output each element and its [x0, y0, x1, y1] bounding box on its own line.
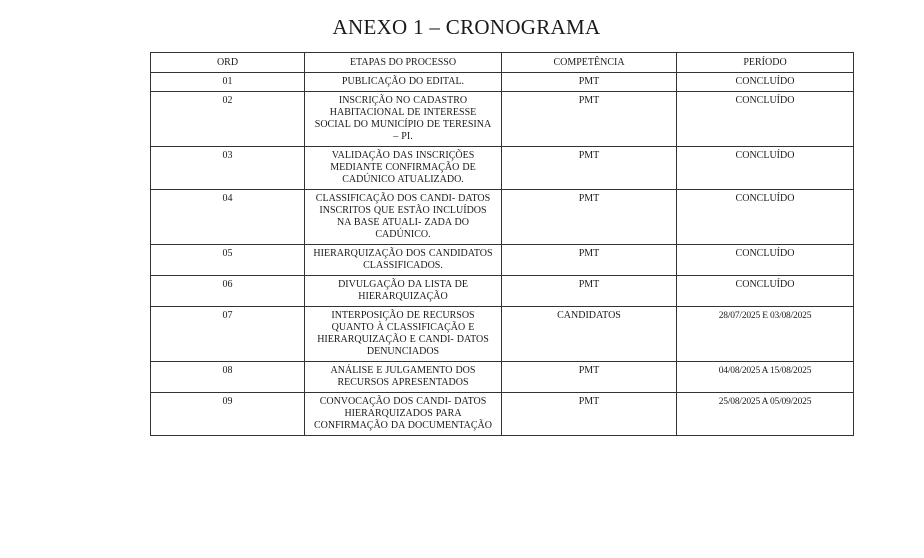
cell-periodo [677, 307, 854, 362]
cell-periodo: CONCLUÍDO [677, 190, 854, 245]
cell-etapa [305, 190, 502, 245]
table-row [151, 393, 854, 436]
cell-competencia: PMT [502, 147, 677, 190]
cell-periodo: CONCLUÍDO [677, 73, 854, 92]
cell-etapa [305, 147, 502, 190]
cell-ord: 02 [151, 92, 305, 147]
cell-competencia: PMT [502, 73, 677, 92]
cell-ord: 01 [151, 73, 305, 92]
table-row [151, 245, 854, 276]
cell-periodo [677, 362, 854, 393]
cell-ord: 04 [151, 190, 305, 245]
cell-etapa [305, 393, 502, 436]
periodo-date: 04/08/2025 A 15/08/2025 [718, 366, 812, 376]
table-row [151, 190, 854, 245]
table-row [151, 92, 854, 147]
cell-ord: 06 [151, 276, 305, 307]
cell-competencia: PMT [502, 393, 677, 436]
periodo-date: 25/08/2025 A 05/09/2025 [718, 397, 812, 407]
table-row [151, 276, 854, 307]
etapa-text: CLASSIFICAÇÃO DOS CANDI- DATOS INSCRITOS QUE ESTÃO INCLUÍDOS NA BASE ATUALI- ZADA DO CADÚNICO. [315, 193, 491, 240]
cell-periodo: CONCLUÍDO [677, 245, 854, 276]
cell-ord: 09 [151, 393, 305, 436]
cell-competencia: CANDIDATOS [502, 307, 677, 362]
periodo-date: 28/07/2025 E 03/08/2025 [718, 311, 812, 321]
cell-etapa [305, 73, 502, 92]
cell-periodo [677, 393, 854, 436]
cell-etapa [305, 245, 502, 276]
cell-competencia: PMT [502, 245, 677, 276]
cell-periodo: CONCLUÍDO [677, 147, 854, 190]
cell-etapa [305, 92, 502, 147]
etapa-text: VALIDAÇÃO DAS INSCRIÇÕES MEDIANTE CONFIRMAÇÃO DE CADÚNICO ATUALIZADO. [330, 150, 476, 185]
cell-ord: 05 [151, 245, 305, 276]
cell-etapa [305, 307, 502, 362]
header-etapas: ETAPAS DO PROCESSO [305, 53, 502, 73]
etapa-text: DIVULGAÇÃO DA LISTA DE HIERARQUIZAÇÃO [338, 279, 468, 302]
etapa-text: HIERARQUIZAÇÃO DOS CANDIDATOS CLASSIFICADOS. [313, 248, 493, 271]
table-row [151, 362, 854, 393]
cronograma-table [150, 52, 854, 436]
cell-competencia: PMT [502, 362, 677, 393]
cell-ord: 08 [151, 362, 305, 393]
etapa-text: INSCRIÇÃO NO CADASTRO HABITACIONAL DE INTERESSE SOCIAL DO MUNICÍPIO DE TERESINA – PI. [314, 95, 492, 142]
table-row [151, 73, 854, 92]
header-ord: ORD [151, 53, 305, 73]
cell-periodo: CONCLUÍDO [677, 276, 854, 307]
cell-competencia: PMT [502, 92, 677, 147]
page-title: ANEXO 1 – CRONOGRAMA [332, 15, 601, 39]
cell-ord: 07 [151, 307, 305, 362]
header-periodo: PERÍODO [677, 53, 854, 73]
etapa-text: PUBLICAÇÃO DO EDITAL. [341, 76, 465, 87]
cell-competencia: PMT [502, 190, 677, 245]
etapa-text: ANÁLISE E JULGAMENTO DOS RECURSOS APRESENTADOS [330, 365, 476, 388]
cell-etapa [305, 362, 502, 393]
table-row [151, 147, 854, 190]
cell-periodo: CONCLUÍDO [677, 92, 854, 147]
cell-ord: 03 [151, 147, 305, 190]
etapa-text: CONVOCAÇÃO DOS CANDI- DATOS HIERARQUIZADOS PARA CONFIRMAÇÃO DA DOCUMENTAÇÃO [314, 396, 492, 431]
header-competencia: COMPETÊNCIA [502, 53, 677, 73]
etapa-text: INTERPOSIÇÃO DE RECURSOS QUANTO À CLASSIFICAÇÃO E HIERARQUIZAÇÃO E CANDI- DATOS DENUNCIADOS [317, 310, 489, 357]
cell-competencia: PMT [502, 276, 677, 307]
cell-etapa [305, 276, 502, 307]
table-header-row [151, 53, 854, 73]
table-row [151, 307, 854, 362]
